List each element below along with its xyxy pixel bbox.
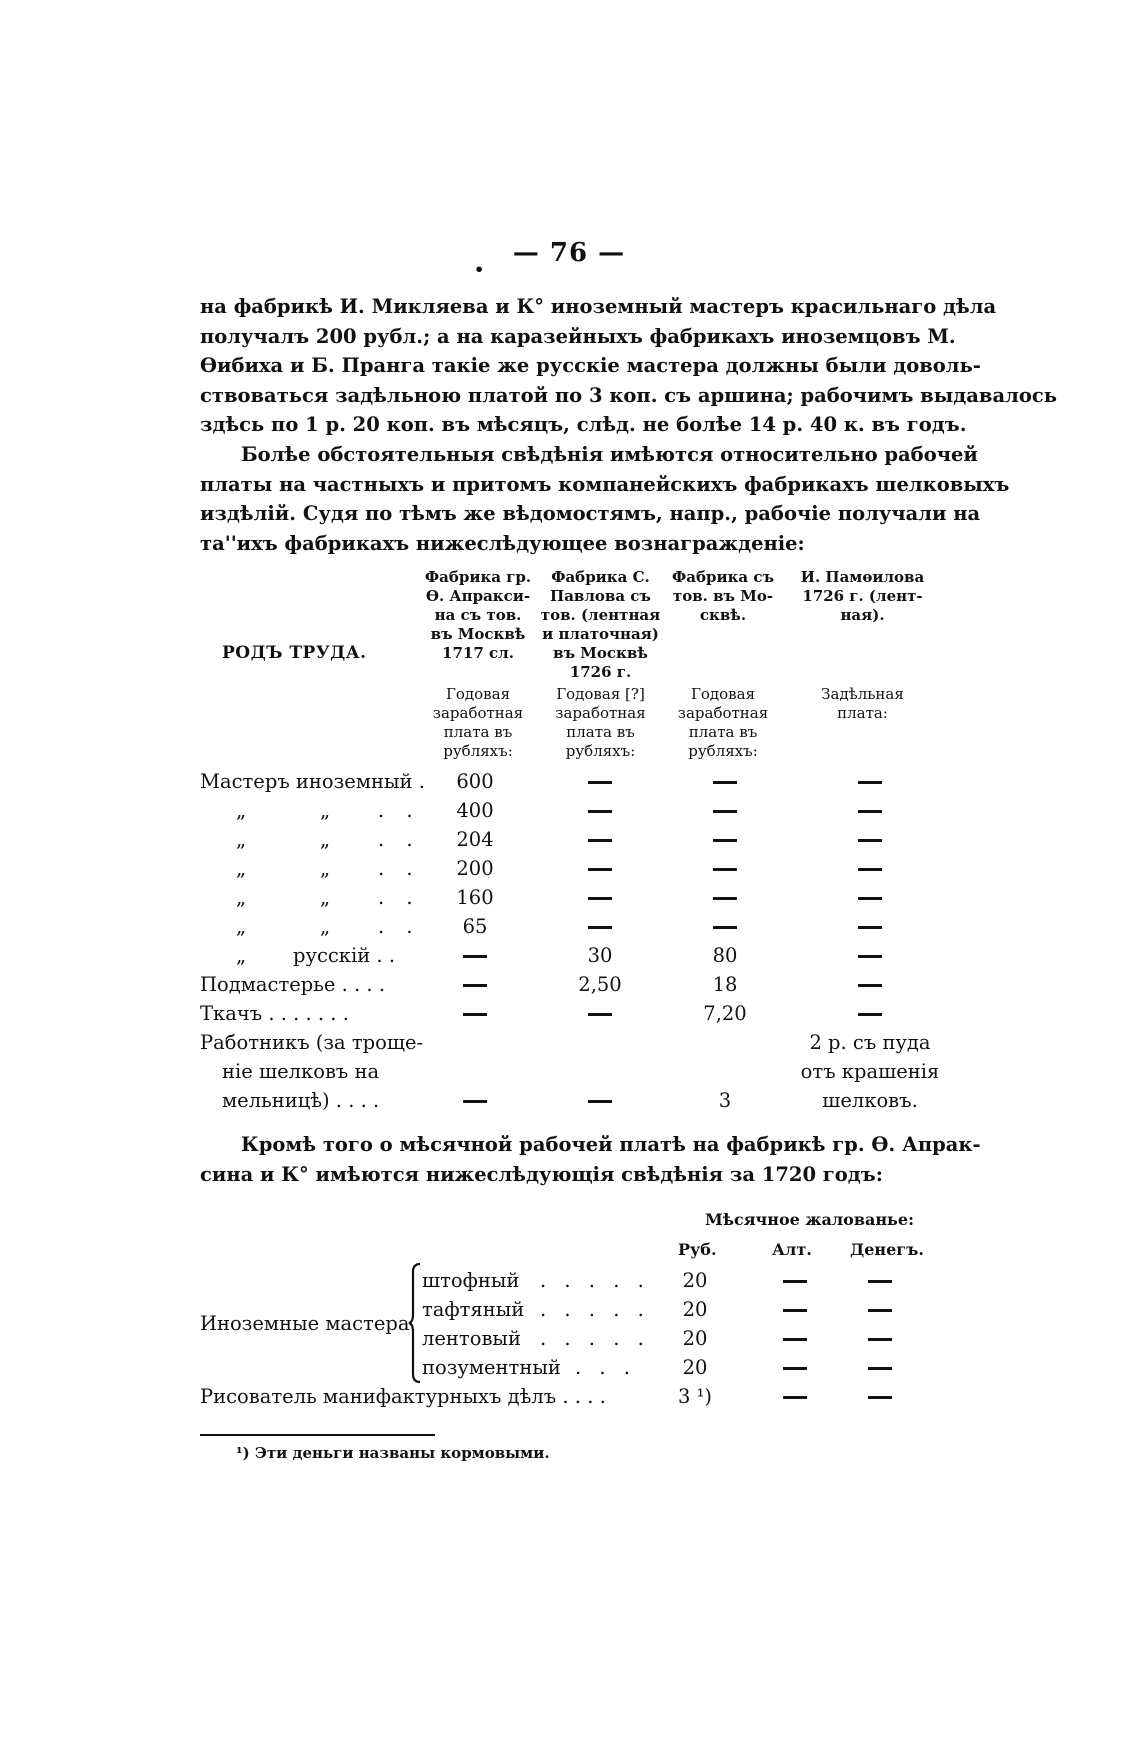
header-line: И. Памөилова — [800, 568, 925, 586]
column-measure-2 — [538, 685, 663, 761]
row-label: позументный — [422, 1356, 561, 1379]
cell — [800, 854, 940, 883]
measure-line: плата: — [837, 704, 888, 722]
column-measure-3 — [663, 685, 783, 761]
header-line: на съ тов. — [434, 606, 522, 624]
cell — [800, 970, 940, 999]
monthly-row — [200, 1295, 938, 1324]
stray-mark: • — [474, 260, 486, 279]
header-line: сквѣ. — [699, 606, 747, 624]
text-line: ствоваться задѣльною платой по 3 коп. съ аршина; рабочимъ выдавалось — [200, 383, 1057, 407]
cell — [770, 1295, 820, 1324]
monthly-row — [200, 1382, 938, 1411]
header-line: въ Москвѣ — [430, 625, 526, 643]
dash — [868, 1338, 892, 1341]
cell — [555, 912, 645, 941]
cell — [770, 1353, 820, 1382]
cell: 3 ¹) — [677, 1385, 713, 1408]
cell — [555, 883, 645, 912]
dash — [858, 781, 882, 784]
table-row — [200, 1057, 938, 1086]
header-line: тов. въ Мо- — [672, 587, 774, 605]
cell — [680, 854, 770, 883]
cell: 600 — [456, 770, 494, 793]
column-rub: Руб. — [678, 1240, 717, 1259]
measure-line: рубляхъ: — [565, 742, 636, 760]
row-label: Подмастерье . . . . — [200, 973, 386, 996]
dash — [858, 839, 882, 842]
text-line: сина и К° имѣются нижеслѣдующія свѣдѣнія за 1720 годъ: — [200, 1162, 883, 1186]
leader-dots: . . . . . — [540, 1327, 650, 1350]
cell — [800, 883, 940, 912]
dash — [588, 897, 612, 900]
measure-line: плата въ — [443, 723, 513, 741]
header-line: тов. (лентная — [540, 606, 661, 624]
cell: 65 — [462, 915, 488, 938]
cell — [430, 941, 520, 970]
measure-line: заработная — [432, 704, 524, 722]
dash — [713, 810, 737, 813]
monthly-row — [200, 1324, 938, 1353]
dash — [588, 926, 612, 929]
table-row — [200, 1028, 938, 1057]
dash — [858, 1013, 882, 1016]
column-header-factory-2 — [538, 568, 663, 682]
cell: шелковъ. — [822, 1089, 918, 1112]
table-row: „ „ . . 65 — [200, 912, 938, 941]
cell — [555, 796, 645, 825]
cell: 20 — [682, 1327, 708, 1350]
dash — [858, 868, 882, 871]
dash — [858, 955, 882, 958]
text-line: издѣлій. Судя по тѣмъ же вѣдомостямъ, напр., рабочіе получали на — [200, 502, 981, 526]
dash — [588, 868, 612, 871]
measure-line: Задѣльная — [821, 685, 904, 703]
header-line: Фабрика С. — [551, 568, 650, 586]
cell — [800, 941, 940, 970]
header-line: ная). — [840, 606, 885, 624]
cell: 2,50 — [578, 973, 622, 996]
header-line: Фабрика съ — [672, 568, 774, 586]
cell — [770, 1266, 820, 1295]
row-label: Ткачъ . . . . . . . — [200, 1002, 349, 1025]
cell — [850, 1266, 910, 1295]
dash — [858, 810, 882, 813]
measure-line: плата въ — [566, 723, 635, 741]
dash — [463, 1100, 487, 1103]
header-line: Фабрика гр. — [424, 568, 532, 586]
measure-line: плата въ — [688, 723, 758, 741]
cell — [555, 825, 645, 854]
dash — [588, 1100, 612, 1103]
header-line: и платочная) — [542, 625, 659, 643]
dash — [858, 897, 882, 900]
dash — [713, 781, 737, 784]
dash — [588, 839, 612, 842]
dash — [463, 955, 487, 958]
table-row: „ „ . . 160 — [200, 883, 938, 912]
header-line: 1726 г. (лент- — [802, 587, 923, 605]
dash — [783, 1309, 807, 1312]
cell — [770, 1324, 820, 1353]
measure-line: Годовая [?] — [556, 685, 645, 703]
cell — [800, 767, 940, 796]
dash — [868, 1396, 892, 1399]
measure-line: рубляхъ: — [688, 742, 758, 760]
cell: 3 — [718, 1089, 732, 1112]
footnote: ¹) Эти деньги названы кормовыми. — [236, 1444, 550, 1462]
footnote-rule — [200, 1434, 435, 1436]
table-row — [200, 999, 938, 1028]
cell: 20 — [682, 1298, 708, 1321]
cell — [680, 825, 770, 854]
monthly-row — [200, 1266, 938, 1295]
dash — [783, 1367, 807, 1370]
page-number: — 76 — • — [474, 238, 626, 279]
cell — [680, 796, 770, 825]
dash — [588, 810, 612, 813]
cell: 7,20 — [703, 1002, 747, 1025]
dash — [713, 926, 737, 929]
cell — [850, 1353, 910, 1382]
measure-line: рубляхъ: — [443, 742, 513, 760]
cell — [850, 1324, 910, 1353]
column-header-factory-4 — [785, 568, 940, 625]
cell: 400 — [456, 799, 494, 822]
table-row: „ „ . . 204 — [200, 825, 938, 854]
measure-line: Годовая — [445, 685, 511, 703]
header-line: Ө. Апракси- — [425, 587, 531, 605]
cell: 30 — [587, 944, 613, 967]
text-line: Өибиха и Б. Пранга такіе же русскіе мастера должны были доволь- — [200, 354, 981, 378]
row-label: Рисователь манифактурныхъ дѣлъ . . . . — [200, 1385, 606, 1408]
leader-dots: . . . . . — [540, 1298, 650, 1321]
row-label: Работникъ (за троще- — [200, 1031, 424, 1054]
measure-line: заработная — [677, 704, 769, 722]
column-denег: Денегъ. — [850, 1240, 924, 1259]
monthly-row — [200, 1353, 938, 1382]
table-row: „ „ . . 200 — [200, 854, 938, 883]
column-measure-1 — [418, 685, 538, 761]
cell: 18 — [712, 973, 738, 996]
text-line: на фабрикѣ И. Микляева и К° иноземный мастеръ красильнаго дѣла — [200, 295, 997, 318]
cell — [555, 1086, 645, 1115]
cell: 160 — [456, 886, 494, 909]
cell — [430, 1086, 520, 1115]
cell — [555, 854, 645, 883]
leader-dots: . . . — [575, 1356, 636, 1379]
dash — [858, 984, 882, 987]
header-line: 1726 г. — [569, 663, 632, 681]
text-line: та''ихъ фабрикахъ нижеслѣдующее вознагражденіе: — [200, 531, 805, 555]
row-label: мельницѣ) . . . . — [222, 1089, 380, 1112]
dash — [713, 839, 737, 842]
column-header-factory-3 — [663, 568, 783, 625]
measure-line: Годовая — [690, 685, 756, 703]
text-line: платы на частныхъ и притомъ компанейскихъ фабрикахъ шелковыхъ — [200, 472, 1010, 496]
monthly-header: Мѣсячное жалованье: — [705, 1210, 914, 1229]
header-line: Павлова съ — [550, 587, 651, 605]
row-label: ніе шелковъ на — [222, 1060, 380, 1083]
cell: 80 — [712, 944, 738, 967]
dash — [868, 1309, 892, 1312]
text-line: здѣсь по 1 р. 20 коп. въ мѣсяцъ, слѣд. не болѣе 14 р. 40 к. въ годъ. — [200, 413, 967, 437]
cell — [800, 796, 940, 825]
dash — [868, 1367, 892, 1370]
dash — [463, 984, 487, 987]
cell: 20 — [682, 1269, 708, 1292]
row-header: РОДЪ ТРУДА. — [222, 643, 367, 663]
cell: 20 — [682, 1356, 708, 1379]
table-row — [200, 1086, 938, 1115]
cell — [850, 1295, 910, 1324]
cell: отъ крашенія — [800, 1060, 940, 1083]
cell — [800, 999, 940, 1028]
cell — [770, 1382, 820, 1411]
cell — [680, 883, 770, 912]
table-row: „ русскій . . 30 80 — [200, 941, 938, 970]
table-row — [200, 767, 938, 796]
row-label: штофный — [422, 1269, 520, 1292]
cell — [430, 970, 520, 999]
leader-dots: . . . . . — [540, 1269, 650, 1292]
cell — [800, 825, 940, 854]
dash — [858, 926, 882, 929]
dash — [783, 1396, 807, 1399]
group-label: Иноземные мастера — [200, 1312, 410, 1335]
row-label: лентовый — [422, 1327, 521, 1350]
cell — [555, 767, 645, 796]
cell — [800, 912, 940, 941]
table-row: „ „ . . 400 — [200, 796, 938, 825]
text-line: Кромѣ того о мѣсячной рабочей платѣ на фабрикѣ гр. Ө. Апрак- — [241, 1133, 981, 1156]
dash — [868, 1280, 892, 1283]
dash — [783, 1280, 807, 1283]
cell — [680, 767, 770, 796]
row-label: тафтяный — [422, 1298, 525, 1321]
cell — [850, 1382, 910, 1411]
dash — [783, 1338, 807, 1341]
dash — [588, 781, 612, 784]
measure-line: заработная — [555, 704, 646, 722]
dash — [463, 1013, 487, 1016]
cell: 204 — [456, 828, 494, 851]
paragraph-1 — [200, 292, 1057, 440]
cell — [555, 999, 645, 1028]
table-row — [200, 970, 938, 999]
column-measure-4 — [785, 685, 940, 723]
dash — [713, 868, 737, 871]
dash — [713, 897, 737, 900]
column-alt: Алт. — [772, 1240, 812, 1259]
cell — [680, 912, 770, 941]
cell — [430, 999, 520, 1028]
paragraph-2 — [200, 440, 1010, 558]
column-header-factory-1 — [418, 568, 538, 663]
row-label: Мастеръ иноземный . — [200, 770, 425, 793]
header-line: въ Москвѣ — [553, 644, 648, 662]
text-line: получалъ 200 рубл.; а на каразейныхъ фабрикахъ иноземцовъ М. — [200, 324, 956, 348]
text-line: Болѣе обстоятельныя свѣдѣнія имѣются относительно рабочей — [241, 443, 978, 466]
cell: 2 р. съ пуда — [809, 1031, 931, 1054]
dash — [588, 1013, 612, 1016]
cell: 200 — [456, 857, 494, 880]
paragraph-3 — [200, 1130, 981, 1189]
header-line: 1717 сл. — [442, 644, 514, 662]
